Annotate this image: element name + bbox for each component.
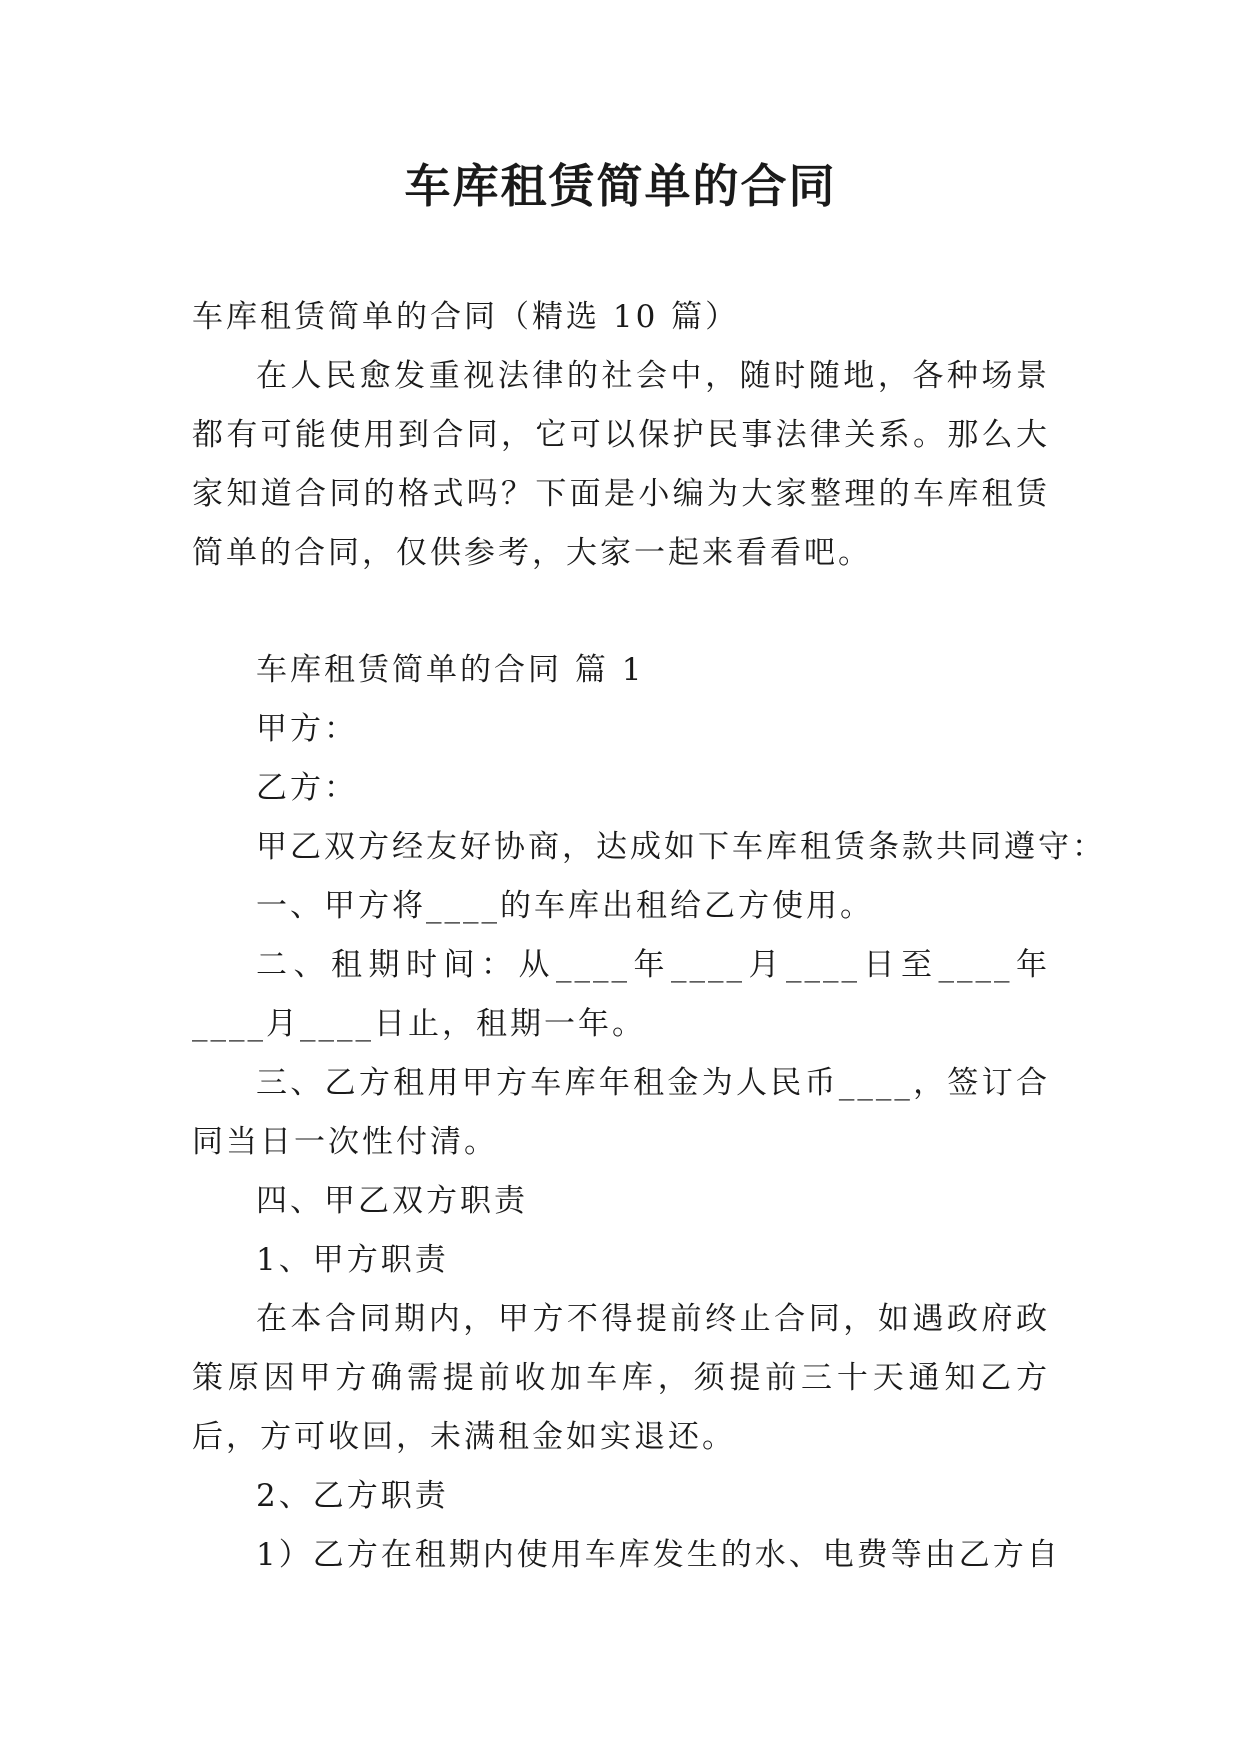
clause-4: 四、甲乙双方职责 xyxy=(256,1183,528,1219)
party-a-label: 甲方： xyxy=(256,711,358,747)
clause-1: 一、甲方将____的车库出租给乙方使用。 xyxy=(256,888,874,924)
duty-a-heading: 1、甲方职责 xyxy=(256,1242,449,1278)
agreement-statement: 甲乙双方经友好协商，达成如下车库租赁条款共同遵守： xyxy=(256,829,1106,865)
clause-2: 二、租期时间：从____年____月____日至____年____月____日止，租期一年。 xyxy=(192,947,1050,1042)
duty-b-heading: 2、乙方职责 xyxy=(256,1478,449,1514)
party-b-label: 乙方： xyxy=(256,770,358,806)
document-subtitle: 车库租赁简单的合同（精选 10 篇） xyxy=(192,299,740,335)
duty-a-text: 在本合同期内，甲方不得提前终止合同，如遇政府政策原因甲方确需提前收加车库，须提前三十天通知乙方后，方可收回，未满租金如实退还。 xyxy=(192,1301,1050,1455)
document-body xyxy=(192,288,1106,1585)
section-heading: 车库租赁简单的合同 篇 1 xyxy=(256,652,645,688)
duty-b-item-1: 1）乙方在租期内使用车库发生的水、电费等由乙方自 xyxy=(256,1537,1061,1573)
document-title: 车库租赁简单的合同 xyxy=(404,159,837,213)
intro-paragraph: 在人民愈发重视法律的社会中，随时随地，各种场景都有可能使用到合同，它可以保护民事法律关系。那么大家知道合同的格式吗？下面是小编为大家整理的车库租赁简单的合同，仅供参考，大家一起来看看吧。 xyxy=(192,358,1050,571)
clause-3: 三、乙方租用甲方车库年租金为人民币____，签订合同当日一次性付清。 xyxy=(192,1065,1050,1160)
